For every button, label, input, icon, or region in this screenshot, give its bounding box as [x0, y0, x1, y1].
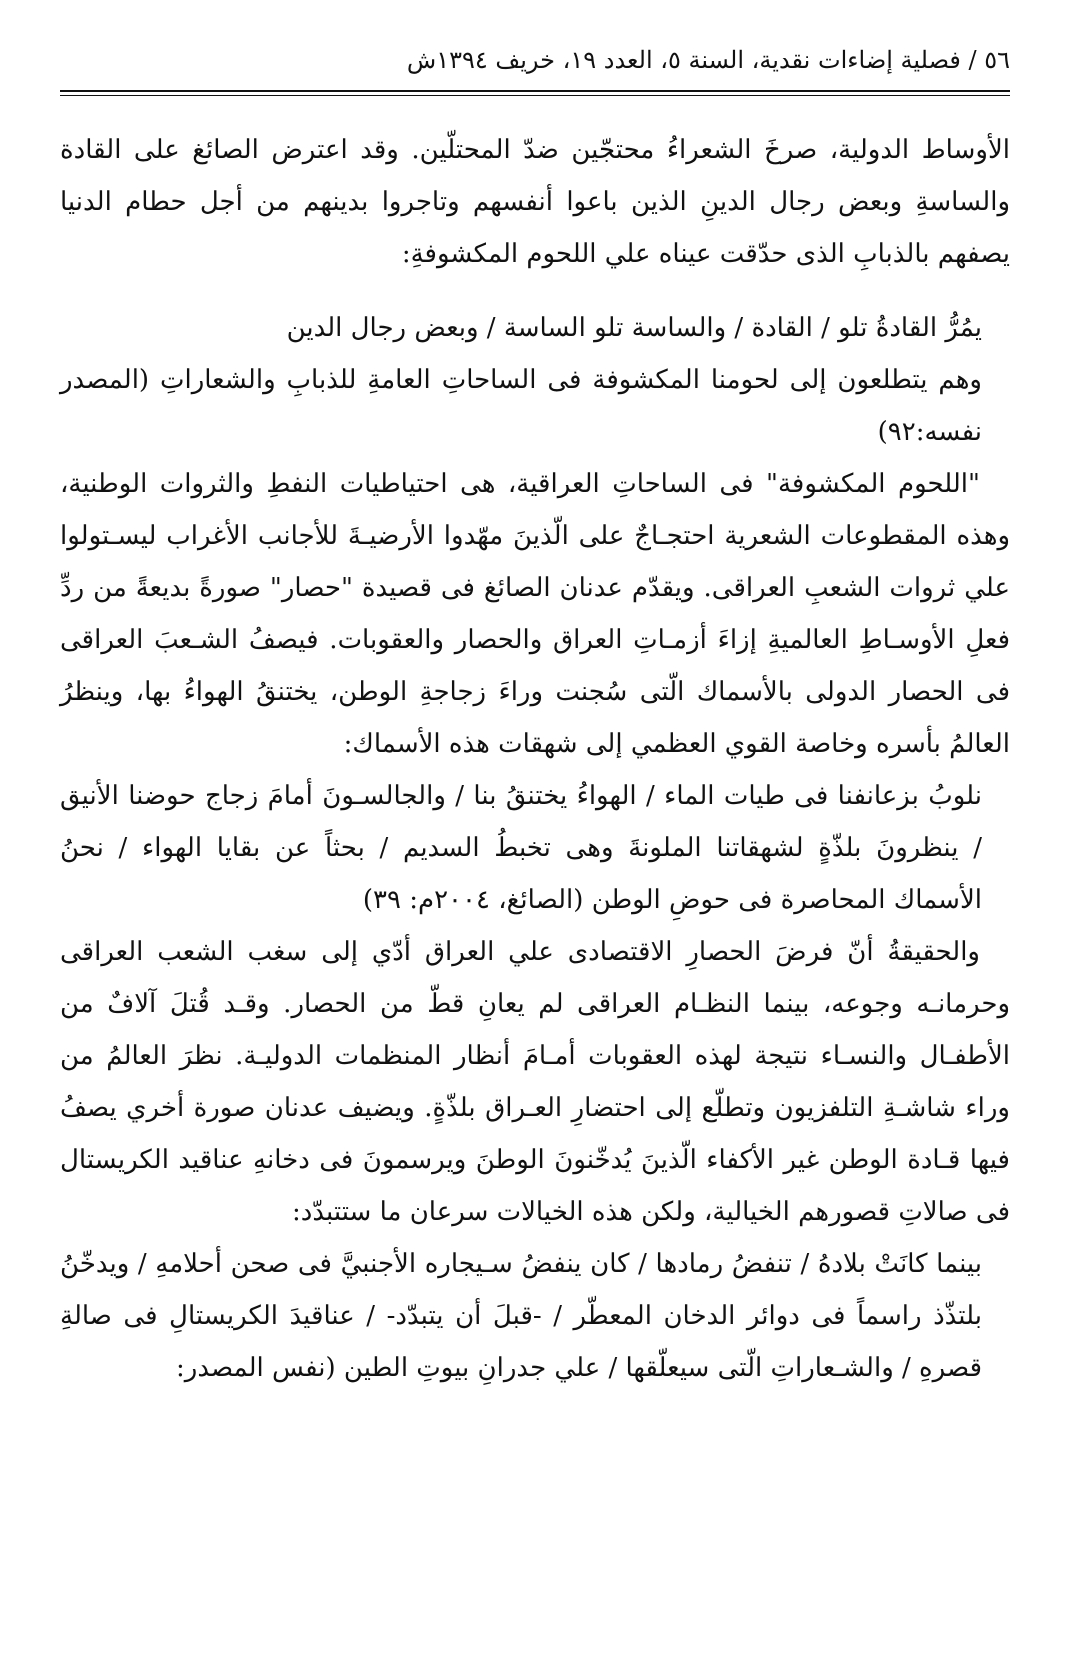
paragraph-1: الأوساط الدولية، صرخَ الشعراءُ محتجّين ضدّ المحتلّين. وقد اعترض الصائغ على القادة والساسةِ وبعض رجال الدينِ الذين باعوا أنفسهم وتاجروا بدينهم من أجل حطام الدنيا يصفهم بالذبابِ الذى حدّقت عيناه علي اللحوم المكشوفةِ: — [60, 135, 1010, 269]
paragraph-2: "اللحوم المكشوفة" فى الساحاتِ العراقية، هى احتياطيات النفطِ والثروات الوطنية، وهذه المقطوعات الشعرية احتجـاجٌ على الّذينَ مهّدوا الأرضيـةَ للأجانب الأغراب ليسـتولوا علي ثروات الشعبِ العراقى. ويقدّم عدنان الصائغ فى قصيدة "حصار" صورةً بديعةً من ردِّ فعلِ الأوسـاطِ العالميةِ إزاءَ أزمـاتِ العراق والحصار والعقوبات. فيصفُ الشـعبَ العراقى فى الحصار الدولى بالأسماك الّتى سُجنت وراءَ زجاجةِ الوطن، يختنقُ الهواءُ بها، وينظرُ العالمُ بأسره وخاصة القوي العظمي إلى شهقات هذه الأسماك: — [60, 469, 1010, 759]
poem-quote-3: بينما كانَتْ بلادهُ / تنفضُ رمادها / كان ينفضُ سـيجاره الأجنبيَّ فى صحن أحلامهِ / ويدخّنُ بلتذّذ راسماً فى دوائر الدخان المعطّر / -قبلَ أن يتبدّد- / عناقيدَ الكريستالِ فى صالةِ قصرهِ / والشـعاراتِ الّتى سيعلّقها / علي جدرانِ بيوتِ الطين (نفس المصدر: — [60, 1249, 983, 1383]
poem-quote-1-line-1: يمُرُّ القادةُ تلو / القادة / والساسة تلو الساسة / وبعض رجال الدين — [286, 313, 982, 343]
running-header: ٥٦ / فصلية إضاءات نقدية، السنة ٥، العدد ١٩، خريف ١٣٩٤ش — [406, 46, 1010, 74]
spacer — [60, 280, 1010, 302]
page-body — [60, 124, 1010, 1394]
book-page — [60, 40, 1010, 1640]
poem-quote-1 — [60, 302, 1010, 458]
poem-quote-2: نلوبُ بزعانفنا فى طيات الماء / الهواءُ يختنقُ بنا / والجالسـونَ أمامَ زجاج حوضنا الأنيق / ينظرونَ بلذّةٍ لشهقاتنا الملونةَ وهى تخبطُ السديم / بحثاً عن بقايا الهواء / نحنُ الأسماك المحاصرة فى حوضِ الوطن (الصائغ، ٢٠٠٤م: ٣٩) — [60, 781, 982, 915]
poem-quote-1-line-2: وهم يتطلعون إلى لحومنا المكشوفة فى الساحاتِ العامةِ للذبابِ والشعاراتِ (المصدر نفسه:٩٢) — [60, 365, 982, 447]
header-rule — [60, 90, 1010, 96]
paragraph-3: والحقيقةُ أنّ فرضَ الحصارِ الاقتصادى علي العراق أدّي إلى سغب الشعب العراقى وحرمانـه وجوعه، بينما النظـام العراقى لم يعانِ قطّ من الحصار. وقـد قُتلَ آلافٌ من الأطفـال والنسـاء نتيجة لهذه العقوبات أمـامَ أنظار المنظمات الدوليـة. نظرَ العالمُ من وراء شاشـةِ التلفزيون وتطلّع إلى احتضارِ العـراق بلذّةٍ. ويضيف عدنان صورة أخري يصفُ فيها قـادة الوطن غير الأكفاء الّذينَ يُدخّنونَ الوطنَ ويرسمونَ فى دخانهِ عناقيد الكريستال فى صالاتِ قصورهم الخيالية، ولكن هذه الخيالات سرعان ما ستتبدّد: — [60, 937, 1010, 1227]
